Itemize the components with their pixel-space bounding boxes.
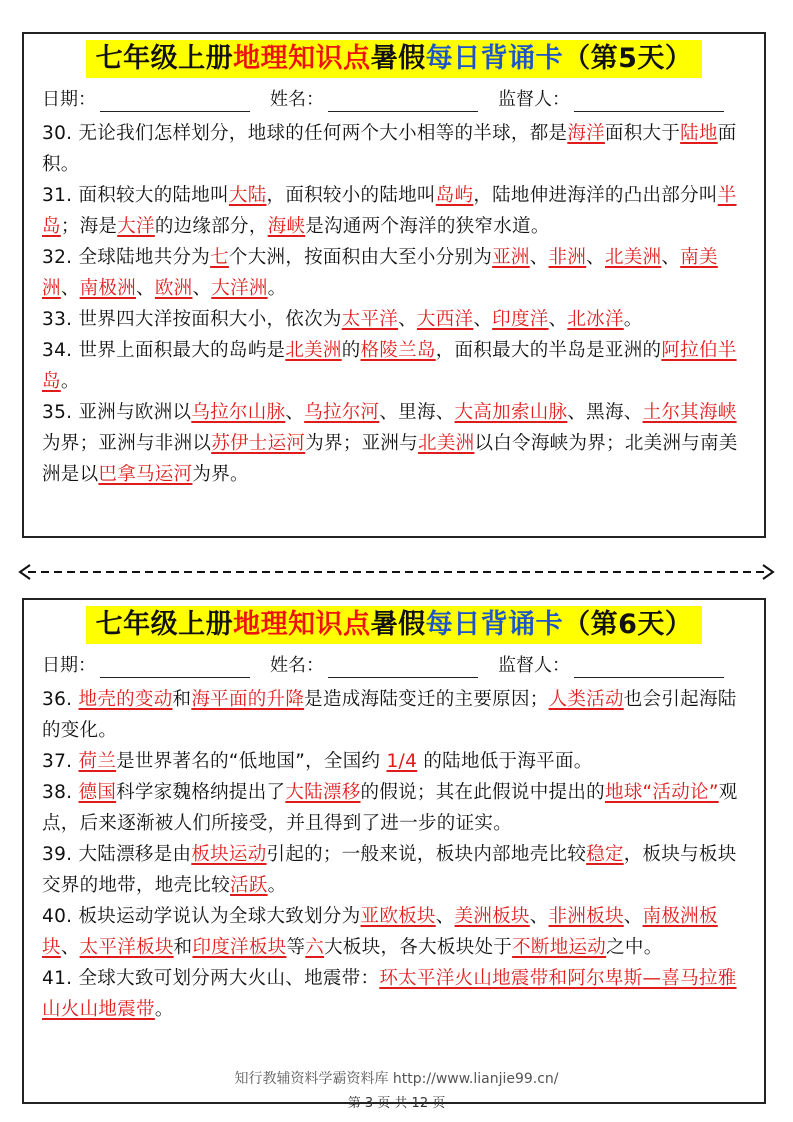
item-text: 引起的；一般来说，板块内部地壳比较 (266, 844, 587, 865)
knowledge-list (42, 684, 746, 1025)
meta-label: 姓名： (270, 655, 324, 676)
answer-keyword: 大洋 (117, 216, 155, 237)
page-number: 第 3 页 共 12 页 (347, 1096, 446, 1111)
item-text: 是世界著名的“低地国”，全国约 (116, 751, 387, 772)
item-text: 。 (623, 309, 643, 330)
item-text: 、 (661, 247, 681, 268)
item-text: ，陆地伸进海洋的凸出部分叫 (473, 185, 718, 206)
meta-field (270, 88, 478, 112)
item-text: 、 (529, 247, 549, 268)
item-text: 以白令海峡为界；北美洲与南美洲是以 (42, 433, 738, 485)
item-text: 、 (473, 309, 493, 330)
answer-keyword: 北美洲 (604, 247, 662, 268)
title-segment: 暑假 (370, 43, 426, 74)
title-segment: 地理知识点 (233, 43, 371, 74)
item-text: 。 (154, 999, 174, 1020)
item-text: 、 (285, 402, 305, 423)
memory-card-day6 (22, 598, 766, 1104)
knowledge-item (42, 684, 746, 746)
meta-label: 监督人： (498, 89, 570, 110)
item-text: 的边缘部分， (154, 216, 268, 237)
item-text: 等 (286, 937, 306, 958)
item-text: 是造成海陆变迁的主要原因； (304, 689, 549, 710)
answer-keyword: 太平洋板块 (79, 937, 174, 958)
card-title-wrap (24, 606, 764, 644)
answer-keyword: 太平洋 (341, 309, 399, 330)
item-text: 也会引起海陆的变化。 (42, 689, 737, 741)
item-text: 37. (42, 751, 79, 772)
answer-keyword: 非洲 (548, 247, 587, 268)
answer-keyword: 半岛 (42, 185, 737, 237)
item-text: 35. 亚洲与欧洲以 (42, 402, 192, 423)
item-text: 。 (267, 875, 287, 896)
meta-label: 姓名： (270, 89, 324, 110)
item-text: 为界；亚洲与非洲以 (42, 433, 212, 454)
dashed-cut-line (18, 562, 775, 582)
knowledge-item (42, 118, 746, 180)
answer-keyword: 大陆漂移 (285, 782, 361, 803)
answer-keyword: 印度洋 (492, 309, 549, 330)
item-text: 41. 全球大致可划分两大火山、地震带： (42, 968, 380, 989)
fill-in-blank (328, 657, 478, 678)
answer-keyword: 荷兰 (78, 751, 117, 772)
item-text: 、 (435, 906, 455, 927)
item-text: 是沟通两个海洋的狭窄水道。 (305, 216, 550, 237)
item-text: 的假说；其在此假说中提出的 (360, 782, 605, 803)
item-text: ，面积较小的陆地叫 (266, 185, 436, 206)
item-text: 个大洲，按面积由大至小分别为 (228, 247, 493, 268)
item-text: 和 (172, 689, 192, 710)
memory-card-day5 (22, 32, 766, 538)
card-meta-row (42, 654, 746, 678)
item-text: 36. (42, 689, 79, 710)
answer-keyword: 不断地运动 (512, 937, 607, 958)
item-text: 面积大于 (604, 123, 681, 144)
meta-field (42, 654, 250, 678)
meta-label: 监督人： (498, 655, 570, 676)
answer-keyword: 陆地 (680, 123, 718, 144)
answer-keyword: 南极洲板块 (42, 906, 718, 958)
item-text: 面积。 (42, 123, 737, 175)
item-text: 、 (136, 278, 155, 299)
card-title (86, 40, 703, 78)
meta-field (498, 654, 724, 678)
answer-keyword: 环太平洋火山地震带和阿尔卑斯—喜马拉雅山火山地震带 (42, 968, 737, 1020)
answer-keyword: 印度洋板块 (192, 937, 287, 958)
answer-keyword: 乌拉尔河 (304, 402, 380, 423)
answer-keyword: 欧洲 (154, 278, 193, 299)
answer-keyword: 板块运动 (191, 844, 267, 865)
answer-keyword: 人类活动 (548, 689, 624, 710)
answer-keyword: 稳定 (586, 844, 624, 865)
knowledge-item (42, 963, 746, 1025)
item-text: 30. 无论我们怎样划分，地球的任何两个大小相等的半球，都是 (42, 123, 568, 144)
item-text: 为界。 (192, 464, 249, 485)
item-text: 、黑海、 (567, 402, 643, 423)
item-text: 39. 大陆漂移是由 (42, 844, 192, 865)
meta-field (270, 654, 478, 678)
title-segment: 七年级上册 (95, 43, 234, 74)
answer-keyword: 非洲板块 (548, 906, 624, 927)
knowledge-item (42, 335, 746, 397)
item-text: 33. 世界四大洋按面积大小，依次为 (42, 309, 342, 330)
meta-label: 日期： (42, 655, 96, 676)
answer-keyword: 岛屿 (435, 185, 474, 206)
knowledge-item (42, 901, 746, 963)
item-text: 、 (623, 906, 643, 927)
item-text: 科学家魏格纳提出了 (116, 782, 286, 803)
answer-keyword: 大高加索山脉 (454, 402, 568, 423)
item-text: 31. 面积较大的陆地叫 (42, 185, 229, 206)
card-title-wrap (24, 40, 764, 78)
answer-keyword: 德国 (78, 782, 117, 803)
item-text: ，面积最大的半岛是亚洲的 (435, 340, 662, 361)
answer-keyword: 巴拿马运河 (98, 464, 193, 485)
title-segment: 每日背诵卡 (425, 609, 564, 640)
item-text: 大板块，各大板块处于 (324, 937, 513, 958)
fill-in-blank (328, 91, 478, 112)
answer-keyword: 北美洲 (285, 340, 342, 361)
answer-keyword: 大西洋 (416, 309, 474, 330)
answer-keyword: 阿拉伯半岛 (42, 340, 737, 392)
item-text: 、 (529, 906, 549, 927)
item-text: 为界；亚洲与 (305, 433, 419, 454)
title-segment: 每日背诵卡 (425, 43, 564, 74)
answer-keyword: 1/4 (386, 751, 418, 772)
knowledge-item (42, 180, 746, 242)
fill-in-blank (574, 91, 724, 112)
answer-keyword: 海洋 (567, 123, 605, 144)
answer-keyword: 北冰洋 (567, 309, 624, 330)
answer-keyword: 海平面的升降 (191, 689, 305, 710)
fill-in-blank (100, 91, 250, 112)
meta-field (498, 88, 724, 112)
item-text: 和 (173, 937, 193, 958)
card-title (86, 606, 703, 644)
fill-in-blank (100, 657, 250, 678)
knowledge-list (42, 118, 746, 490)
answer-keyword: 苏伊士运河 (211, 433, 306, 454)
answer-keyword: 南极洲 (79, 278, 137, 299)
item-text: ；海是 (60, 216, 118, 237)
item-text: 、 (60, 937, 80, 958)
item-text: 32. 全球陆地共分为 (42, 247, 211, 268)
knowledge-item (42, 777, 746, 839)
item-text: 观点，后来逐渐被人们所接受，并且得到了进一步的证实。 (42, 782, 738, 834)
item-text: 的陆地低于海平面。 (417, 751, 593, 772)
answer-keyword: 七 (210, 247, 229, 268)
knowledge-item (42, 746, 746, 777)
card-meta-row (42, 88, 746, 112)
answer-keyword: 活跃 (230, 875, 268, 896)
item-text: 、 (398, 309, 417, 330)
answer-keyword: 亚欧板块 (360, 906, 436, 927)
title-segment: 暑假 (370, 609, 426, 640)
item-text: 的 (341, 340, 361, 361)
answer-keyword: 大陆 (228, 185, 267, 206)
knowledge-item (42, 304, 746, 335)
item-text: 、里海、 (379, 402, 455, 423)
answer-keyword: 亚洲 (492, 247, 530, 268)
answer-keyword: 海峡 (267, 216, 306, 237)
item-text: 40. 板块运动学说认为全球大致划分为 (42, 906, 361, 927)
meta-label: 日期： (42, 89, 96, 110)
item-text: 之中。 (606, 937, 663, 958)
fill-in-blank (574, 657, 724, 678)
title-segment: （第6天） (563, 609, 693, 640)
knowledge-item (42, 839, 746, 901)
knowledge-item (42, 242, 746, 304)
answer-keyword: 地球“活动论” (604, 782, 719, 803)
item-text: ，板块与板块交界的地带，地壳比较 (42, 844, 737, 896)
answer-keyword: 地壳的变动 (78, 689, 173, 710)
item-text: 。 (60, 371, 80, 392)
meta-field (42, 88, 250, 112)
footer-source: 知行教辅资料学霸资料库 http://www.lianjie99.cn/ (234, 1071, 559, 1087)
item-text: 、 (60, 278, 80, 299)
item-text: 、 (192, 278, 212, 299)
answer-keyword: 北美洲 (418, 433, 475, 454)
title-segment: 七年级上册 (95, 609, 234, 640)
answer-keyword: 美洲板块 (454, 906, 530, 927)
knowledge-item (42, 397, 746, 490)
answer-keyword: 六 (305, 937, 325, 958)
answer-keyword: 乌拉尔山脉 (191, 402, 286, 423)
item-text: 34. 世界上面积最大的岛屿是 (42, 340, 286, 361)
arrow-right-icon (763, 565, 773, 579)
item-text: 。 (267, 278, 287, 299)
answer-keyword: 南美洲 (42, 247, 718, 299)
item-text: 38. (42, 782, 79, 803)
title-segment: 地理知识点 (233, 609, 371, 640)
answer-keyword: 土尔其海峡 (642, 402, 737, 423)
answer-keyword: 大洋洲 (211, 278, 268, 299)
item-text: 、 (548, 309, 568, 330)
answer-keyword: 格陵兰岛 (360, 340, 436, 361)
title-segment: （第5天） (563, 43, 693, 74)
item-text: 、 (586, 247, 605, 268)
